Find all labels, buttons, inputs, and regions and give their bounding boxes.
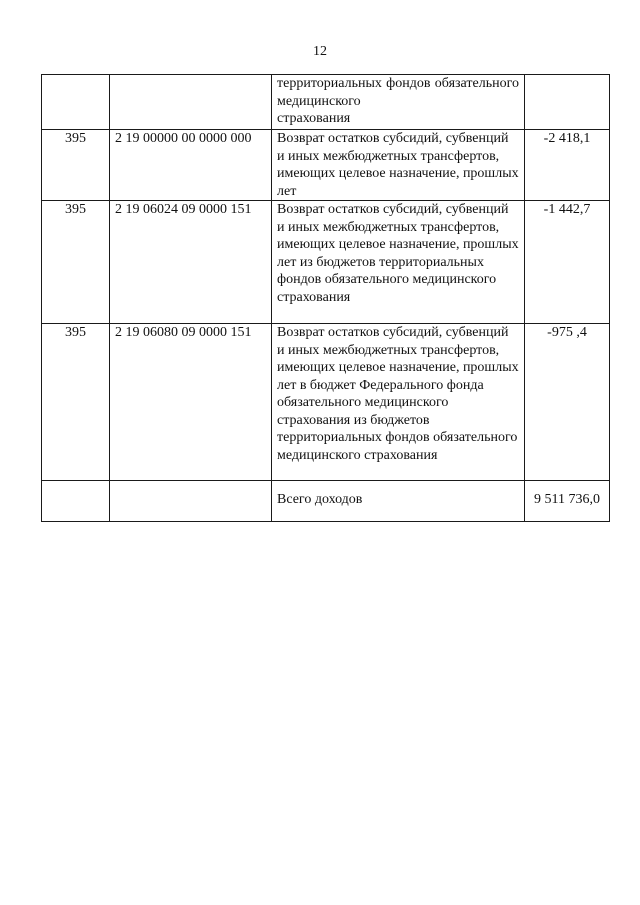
revenue-name-cell: Возврат остатков субсидий, субвенций и иных межбюджетных трансфертов, имеющих целевое назначение, прошлых лет из бюджетов территориальных фондов обязательного медицинского страхования	[272, 201, 525, 324]
revenue-name-cell	[272, 75, 525, 130]
budget-code-cell	[110, 481, 272, 522]
admin-code-cell: 395	[42, 324, 110, 481]
admin-code-cell	[42, 481, 110, 522]
budget-code-cell: 2 19 06080 09 0000 151	[110, 324, 272, 481]
admin-code-cell	[42, 75, 110, 130]
revenue-name-cell: Возврат остатков субсидий, субвенций и иных межбюджетных трансфертов, имеющих целевое назначение, прошлых лет	[272, 130, 525, 201]
total-amount-cell: 9 511 736,0	[525, 481, 610, 522]
amount-cell: -1 442,7	[525, 201, 610, 324]
total-label-cell: Всего доходов	[272, 481, 525, 522]
amount-cell	[525, 75, 610, 130]
revenue-name-justified: территориальных фондов обязательного медицинского	[277, 76, 519, 109]
table-row	[42, 324, 610, 481]
page-number: 12	[313, 44, 327, 59]
revenue-name-cell: Возврат остатков субсидий, субвенций и иных межбюджетных трансфертов, имеющих целевое назначение, прошлых лет в бюджет Федерального фонда обязательного медицинского страхования из бюджетов территориальных фондов обязательного медицинского страхования	[272, 324, 525, 481]
table-row-total	[42, 481, 610, 522]
admin-code-cell: 395	[42, 130, 110, 201]
admin-code-cell: 395	[42, 201, 110, 324]
budget-code-cell	[110, 75, 272, 130]
amount-cell: -975 ,4	[525, 324, 610, 481]
revenue-table	[41, 74, 610, 522]
budget-code-cell: 2 19 06024 09 0000 151	[110, 201, 272, 324]
table-row-continuation	[42, 75, 610, 130]
budget-code-cell: 2 19 00000 00 0000 000	[110, 130, 272, 201]
table-row	[42, 201, 610, 324]
table-row	[42, 130, 610, 201]
amount-cell: -2 418,1	[525, 130, 610, 201]
revenue-name-last-line: страхования	[277, 111, 351, 126]
